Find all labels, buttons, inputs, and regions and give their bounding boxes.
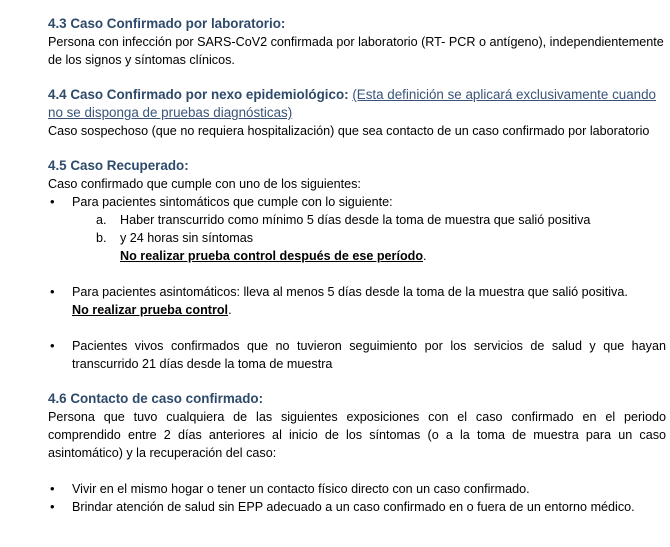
section-4-6 — [48, 390, 666, 516]
sub-list-note — [48, 247, 666, 265]
section-4-5-intro: Caso confirmado que cumple con uno de los siguientes: — [48, 177, 361, 191]
note-period: . — [228, 303, 232, 317]
sub-list-item — [48, 229, 666, 247]
bullet-icon: • — [50, 338, 55, 353]
no-control-test-note: No realizar prueba control después de ese período — [120, 249, 424, 263]
sub-list-label: b. — [96, 231, 107, 245]
section-4-6-heading: 4.6 Contacto de caso confirmado: — [48, 391, 264, 406]
list-item-text: Brindar atención de salud sin EPP adecuado a un caso confirmado en o fuera de un entorno médico. — [72, 500, 635, 514]
section-4-5 — [48, 157, 666, 373]
section-4-5-heading: 4.5 Caso Recuperado: — [48, 158, 189, 173]
list-item-text: Pacientes vivos confirmados que no tuvieron seguimiento por los servicios de salud y que hayan transcurrido 21 días desde la toma de muestra — [72, 339, 666, 371]
section-4-4-text: Caso sospechoso (que no requiera hospitalización) que sea contacto de un caso confirmado por laboratorio — [48, 124, 650, 138]
list-item-text: Vivir en el mismo hogar o tener un contacto físico directo con un caso confirmado. — [72, 482, 530, 496]
section-4-6-text: Persona que tuvo cualquiera de las siguientes exposiciones con el caso confirmado en el periodo comprendido entre 2 días anteriores al inicio de los síntomas (o a la toma de muestra para un caso asintomático) y la recuperación del caso: — [48, 410, 666, 460]
list-item — [48, 337, 666, 373]
section-4-4-heading — [48, 86, 666, 122]
spacer — [48, 265, 666, 283]
list-item — [48, 498, 666, 516]
bullet-icon: • — [50, 481, 55, 496]
note-period: . — [423, 249, 427, 263]
no-control-test-note: No realizar prueba control — [72, 303, 229, 317]
list-item-text: Para pacientes asintomáticos: lleva al menos 5 días desde la toma de la muestra que salió positiva. — [72, 285, 628, 299]
list-item — [48, 193, 666, 211]
section-4-3-text: Persona con infección por SARS-CoV2 confirmada por laboratorio (RT- PCR o antígeno), independientemente de los signos y síntomas clínicos. — [48, 35, 664, 67]
bullet-icon: • — [50, 499, 55, 514]
section-4-4-title: 4.4 Caso Confirmado por nexo epidemiológico: — [48, 87, 353, 102]
bullet-icon: • — [50, 284, 55, 299]
section-4-3 — [48, 15, 666, 69]
sub-list-text: Haber transcurrido como mínimo 5 días desde la toma de muestra que salió positiva — [120, 213, 591, 227]
document-page — [48, 15, 666, 533]
sub-list-label: a. — [96, 213, 107, 227]
sub-list-item — [48, 211, 666, 229]
sub-list-text: y 24 horas sin síntomas — [120, 231, 253, 245]
list-item — [48, 283, 666, 319]
spacer — [48, 319, 666, 337]
list-item-text: Para pacientes sintomáticos que cumple con lo siguiente: — [72, 195, 393, 209]
section-4-3-heading: 4.3 Caso Confirmado por laboratorio: — [48, 16, 286, 31]
list-item — [48, 480, 666, 498]
spacer — [48, 462, 666, 480]
bullet-icon: • — [50, 194, 55, 209]
section-4-4 — [48, 86, 666, 140]
section-4-4-note-link[interactable]: (Esta definición se aplicará exclusivamente cuando no se disponga de pruebas diagnósticas) — [48, 87, 657, 120]
